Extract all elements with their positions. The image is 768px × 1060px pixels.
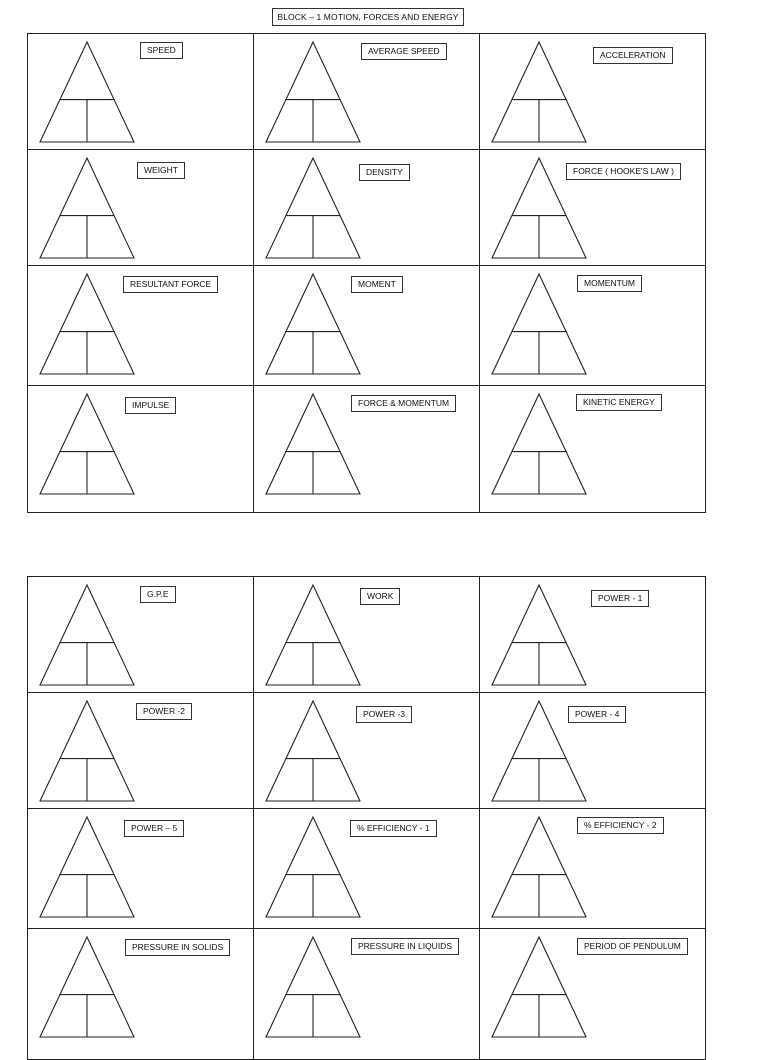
formula-triangle-icon [491, 273, 587, 376]
formula-label: MOMENTUM [577, 275, 642, 292]
formula-label: PRESSURE IN SOLIDS [125, 939, 230, 956]
formula-triangle-icon [491, 41, 587, 144]
formula-label: ACCELERATION [593, 47, 673, 64]
formula-label: PERIOD OF PENDULUM [577, 938, 688, 955]
table-row [28, 386, 706, 513]
formula-cell [480, 34, 706, 150]
formula-triangle-icon [491, 393, 587, 496]
formula-label: FORCE ( HOOKE'S LAW ) [566, 163, 681, 180]
formula-cell [480, 693, 706, 809]
formula-triangle-icon [39, 816, 135, 919]
formula-label: POWER - 4 [568, 706, 626, 723]
formula-triangle-icon [39, 41, 135, 144]
formula-cell [254, 34, 480, 150]
table-row [28, 929, 706, 1060]
formula-triangle-icon [39, 157, 135, 260]
formula-label: SPEED [140, 42, 183, 59]
formula-triangle-table-2 [27, 576, 706, 1060]
formula-cell [254, 266, 480, 386]
formula-cell [28, 34, 254, 150]
formula-label: PRESSURE IN LIQUIDS [351, 938, 459, 955]
formula-cell [254, 150, 480, 266]
formula-cell [28, 693, 254, 809]
formula-label: % EFFICIENCY - 2 [577, 817, 664, 834]
formula-label: IMPULSE [125, 397, 176, 414]
table-row [28, 34, 706, 150]
formula-triangle-icon [265, 700, 361, 803]
formula-cell [480, 386, 706, 513]
formula-cell [254, 809, 480, 929]
formula-triangle-icon [491, 584, 587, 687]
formula-label: WEIGHT [137, 162, 185, 179]
formula-cell [480, 809, 706, 929]
table-row [28, 809, 706, 929]
formula-label: POWER -3 [356, 706, 412, 723]
formula-cell [480, 150, 706, 266]
formula-cell [28, 809, 254, 929]
formula-cell [28, 150, 254, 266]
formula-triangle-icon [265, 816, 361, 919]
formula-label: AVERAGE SPEED [361, 43, 447, 60]
formula-label: DENSITY [359, 164, 410, 181]
formula-label: WORK [360, 588, 400, 605]
formula-triangle-icon [265, 393, 361, 496]
formula-triangle-icon [39, 700, 135, 803]
formula-label: G.P.E [140, 586, 176, 603]
formula-label: POWER -2 [136, 703, 192, 720]
formula-cell [254, 693, 480, 809]
formula-triangle-icon [265, 273, 361, 376]
formula-cell [480, 929, 706, 1060]
formula-triangle-icon [265, 157, 361, 260]
formula-cell [254, 577, 480, 693]
formula-cell [28, 266, 254, 386]
formula-label: FORCE & MOMENTUM [351, 395, 456, 412]
formula-triangle-table-1 [27, 33, 706, 513]
formula-triangle-icon [265, 584, 361, 687]
formula-triangle-icon [39, 273, 135, 376]
formula-cell [28, 929, 254, 1060]
table-row [28, 693, 706, 809]
formula-label: MOMENT [351, 276, 403, 293]
formula-triangle-icon [39, 584, 135, 687]
formula-cell [28, 577, 254, 693]
formula-label: POWER - 1 [591, 590, 649, 607]
formula-cell [254, 386, 480, 513]
formula-cell [28, 386, 254, 513]
formula-triangle-icon [265, 41, 361, 144]
formula-label: RESULTANT FORCE [123, 276, 218, 293]
formula-cell [254, 929, 480, 1060]
table-row [28, 577, 706, 693]
table-row [28, 266, 706, 386]
page-title: BLOCK – 1 MOTION, FORCES AND ENERGY [272, 8, 464, 26]
formula-label: KINETIC ENERGY [576, 394, 662, 411]
formula-triangle-icon [39, 393, 135, 496]
formula-label: % EFFICIENCY - 1 [350, 820, 437, 837]
table-row [28, 150, 706, 266]
formula-triangle-icon [491, 816, 587, 919]
formula-cell [480, 577, 706, 693]
formula-cell [480, 266, 706, 386]
formula-label: POWER – 5 [124, 820, 184, 837]
